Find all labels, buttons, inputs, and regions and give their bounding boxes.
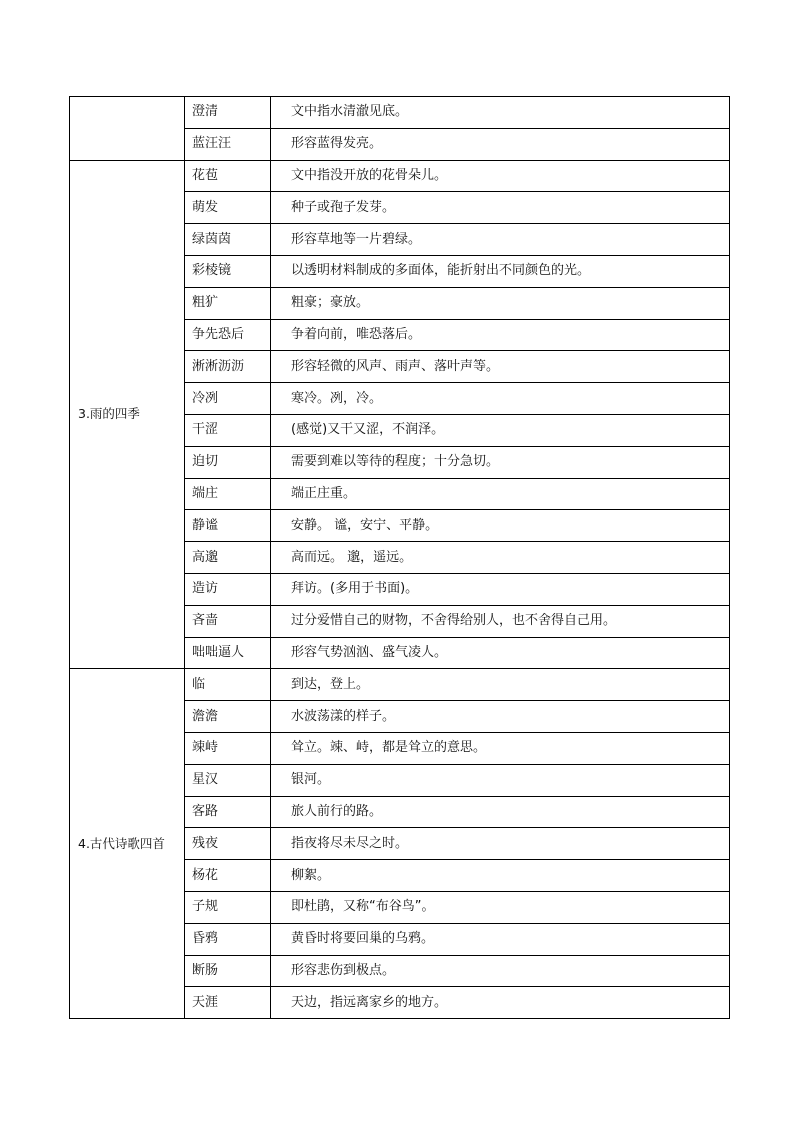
vocabulary-word-cell: 干涩 [185,414,271,446]
table-row [70,160,730,192]
definition-cell: 天边，指远离家乡的地方。 [271,987,730,1019]
vocabulary-word-cell: 蓝汪汪 [185,128,271,160]
vocabulary-word-cell: 澹澹 [185,701,271,733]
definition-cell: 以透明材料制成的多面体，能折射出不同颜色的光。 [271,255,730,287]
definition-cell: 寒冷。冽，冷。 [271,383,730,415]
vocabulary-word-cell: 澄清 [185,97,271,129]
vocabulary-word-cell: 昏鸦 [185,923,271,955]
table-row [70,669,730,701]
definition-cell: 旅人前行的路。 [271,796,730,828]
definition-cell: 拜访。(多用于书面)。 [271,573,730,605]
vocabulary-word-cell: 冷冽 [185,383,271,415]
vocabulary-word-cell: 淅淅沥沥 [185,351,271,383]
definition-cell: 即杜鹃，又称“布谷鸟”。 [271,891,730,923]
vocabulary-word-cell: 绿茵茵 [185,224,271,256]
vocabulary-word-cell: 杨花 [185,860,271,892]
vocabulary-word-cell: 迫切 [185,446,271,478]
definition-cell: 文中指水清澈见底。 [271,97,730,129]
vocabulary-word-cell: 争先恐后 [185,319,271,351]
definition-cell: 高而远。 邈，遥远。 [271,542,730,574]
section-title-cell [70,97,185,161]
definition-cell: 指夜将尽未尽之时。 [271,828,730,860]
definition-cell: 形容悲伤到极点。 [271,955,730,987]
vocabulary-word-cell: 高邈 [185,542,271,574]
vocabulary-word-cell: 临 [185,669,271,701]
section-title-cell: 4.古代诗歌四首 [70,669,185,1019]
vocabulary-word-cell: 子规 [185,891,271,923]
definition-cell: 需要到难以等待的程度；十分急切。 [271,446,730,478]
vocabulary-word-cell: 静谧 [185,510,271,542]
definition-cell: 形容草地等一片碧绿。 [271,224,730,256]
vocabulary-word-cell: 咄咄逼人 [185,637,271,669]
definition-cell: 到达，登上。 [271,669,730,701]
vocabulary-word-cell: 断肠 [185,955,271,987]
table-row [70,97,730,129]
definition-cell: 形容蓝得发亮。 [271,128,730,160]
vocabulary-word-cell: 星汉 [185,764,271,796]
vocabulary-word-cell: 端庄 [185,478,271,510]
definition-cell: 黄昏时将要回巢的乌鸦。 [271,923,730,955]
definition-cell: 水波荡漾的样子。 [271,701,730,733]
definition-cell: 端正庄重。 [271,478,730,510]
definition-cell: 安静。 谧，安宁、平静。 [271,510,730,542]
vocabulary-table-body [70,97,730,1019]
vocabulary-word-cell: 萌发 [185,192,271,224]
vocabulary-table [69,96,730,1019]
definition-cell: 过分爱惜自己的财物，不舍得给别人，也不舍得自己用。 [271,605,730,637]
definition-cell: 争着向前，唯恐落后。 [271,319,730,351]
vocabulary-word-cell: 花苞 [185,160,271,192]
vocabulary-word-cell: 吝啬 [185,605,271,637]
definition-cell: (感觉)又干又涩，不润泽。 [271,414,730,446]
vocabulary-word-cell: 天涯 [185,987,271,1019]
vocabulary-word-cell: 彩棱镜 [185,255,271,287]
vocabulary-word-cell: 竦峙 [185,732,271,764]
vocabulary-word-cell: 造访 [185,573,271,605]
definition-cell: 文中指没开放的花骨朵儿。 [271,160,730,192]
definition-cell: 柳絮。 [271,860,730,892]
definition-cell: 种子或孢子发芽。 [271,192,730,224]
definition-cell: 耸立。竦、峙，都是耸立的意思。 [271,732,730,764]
section-title-cell: 3.雨的四季 [70,160,185,669]
definition-cell: 形容气势汹汹、盛气凌人。 [271,637,730,669]
definition-cell: 银河。 [271,764,730,796]
definition-cell: 粗豪；豪放。 [271,287,730,319]
definition-cell: 形容轻微的风声、雨声、落叶声等。 [271,351,730,383]
vocabulary-word-cell: 客路 [185,796,271,828]
vocabulary-word-cell: 粗犷 [185,287,271,319]
vocabulary-word-cell: 残夜 [185,828,271,860]
